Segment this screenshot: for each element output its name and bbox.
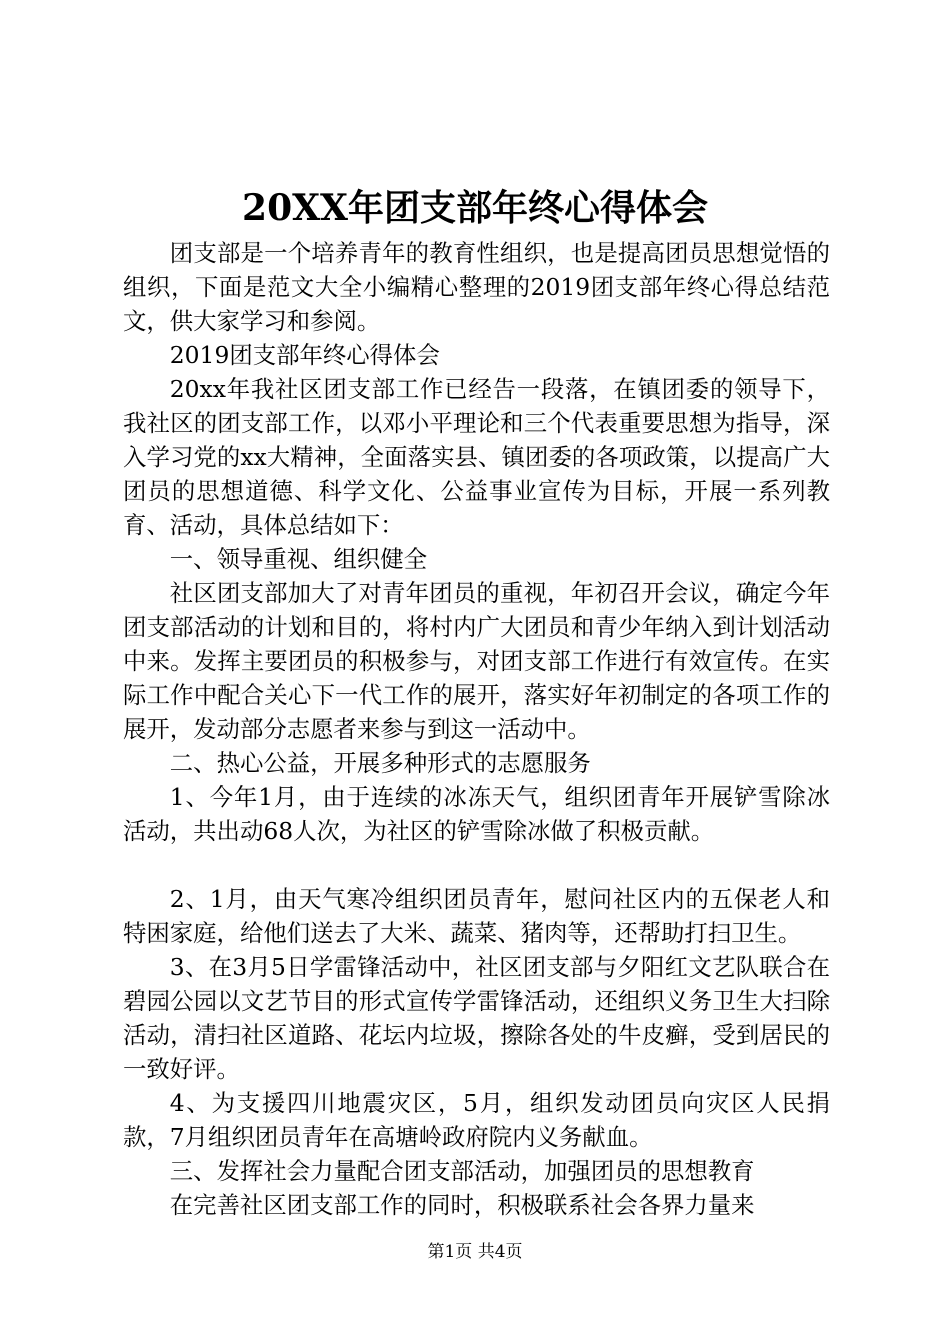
list-item-1: 1、今年1月，由于连续的冰冻天气，组织团青年开展铲雪除冰活动，共出动68人次，为社区的铲雪除冰做了积极贡献。 [123,783,830,845]
paragraph-subtitle: 2019团支部年终心得体会 [169,341,440,369]
paragraph-summary: 20xx年我社区团支部工作已经告一段落，在镇团委的领导下，我社区的团支部工作，以邓小平理论和三个代表重要思想为指导，深入学习党的xx大精神，全面落实县、镇团委的各项政策，以提高广大团员的思想道德、科学文化、公益事业宣传为目标，开展一系列教育、活动，具体总结如下： [123,375,830,539]
list-item-3: 3、在3月5日学雷锋活动中，社区团支部与夕阳红文艺队联合在碧园公园以文艺节目的形式宣传学雷锋活动，还组织义务卫生大扫除活动，清扫社区道路、花坛内垃圾，擦除各处的牛皮癣，受到居民的一致好评。 [123,953,830,1083]
paragraph-intro: 团支部是一个培养青年的教育性组织，也是提高团员思想觉悟的组织，下面是范文大全小编精心整理的2019团支部年终心得总结范文，供大家学习和参阅。 [123,239,830,335]
paragraph-section-3: 在完善社区团支部工作的同时，积极联系社会各界力量来 [169,1191,755,1219]
paragraph-section-1: 社区团支部加大了对青年团员的重视，年初召开会议，确定今年团支部活动的计划和目的，将村内广大团员和青少年纳入到计划活动中来。发挥主要团员的积极参与，对团支部工作进行有效宣传。在实际工作中配合关心下一代工作的展开，落实好年初制定的各项工作的展开，发动部分志愿者来参与到这一活动中。 [123,579,830,743]
section-heading-1: 一、领导重视、组织健全 [169,545,428,573]
section-heading-3: 三、发挥社会力量配合团支部活动，加强团员的思想教育 [169,1157,755,1185]
section-heading-2: 二、热心公益，开展多种形式的志愿服务 [169,749,591,777]
list-item-2: 2、1月，由天气寒冷组织团员青年，慰问社区内的五保老人和特困家庭，给他们送去了大米、蔬菜、猪肉等，还帮助打扫卫生。 [123,885,830,947]
document-body [123,236,830,1222]
list-item-4: 4、为支援四川地震灾区，5月，组织发动团员向灾区人民捐款，7月组织团员青年在高塘岭政府院内义务献血。 [123,1089,830,1151]
document-title: 20XX年团支部年终心得体会 [242,187,708,229]
page-footer: 第1页 共4页 [427,1242,523,1262]
